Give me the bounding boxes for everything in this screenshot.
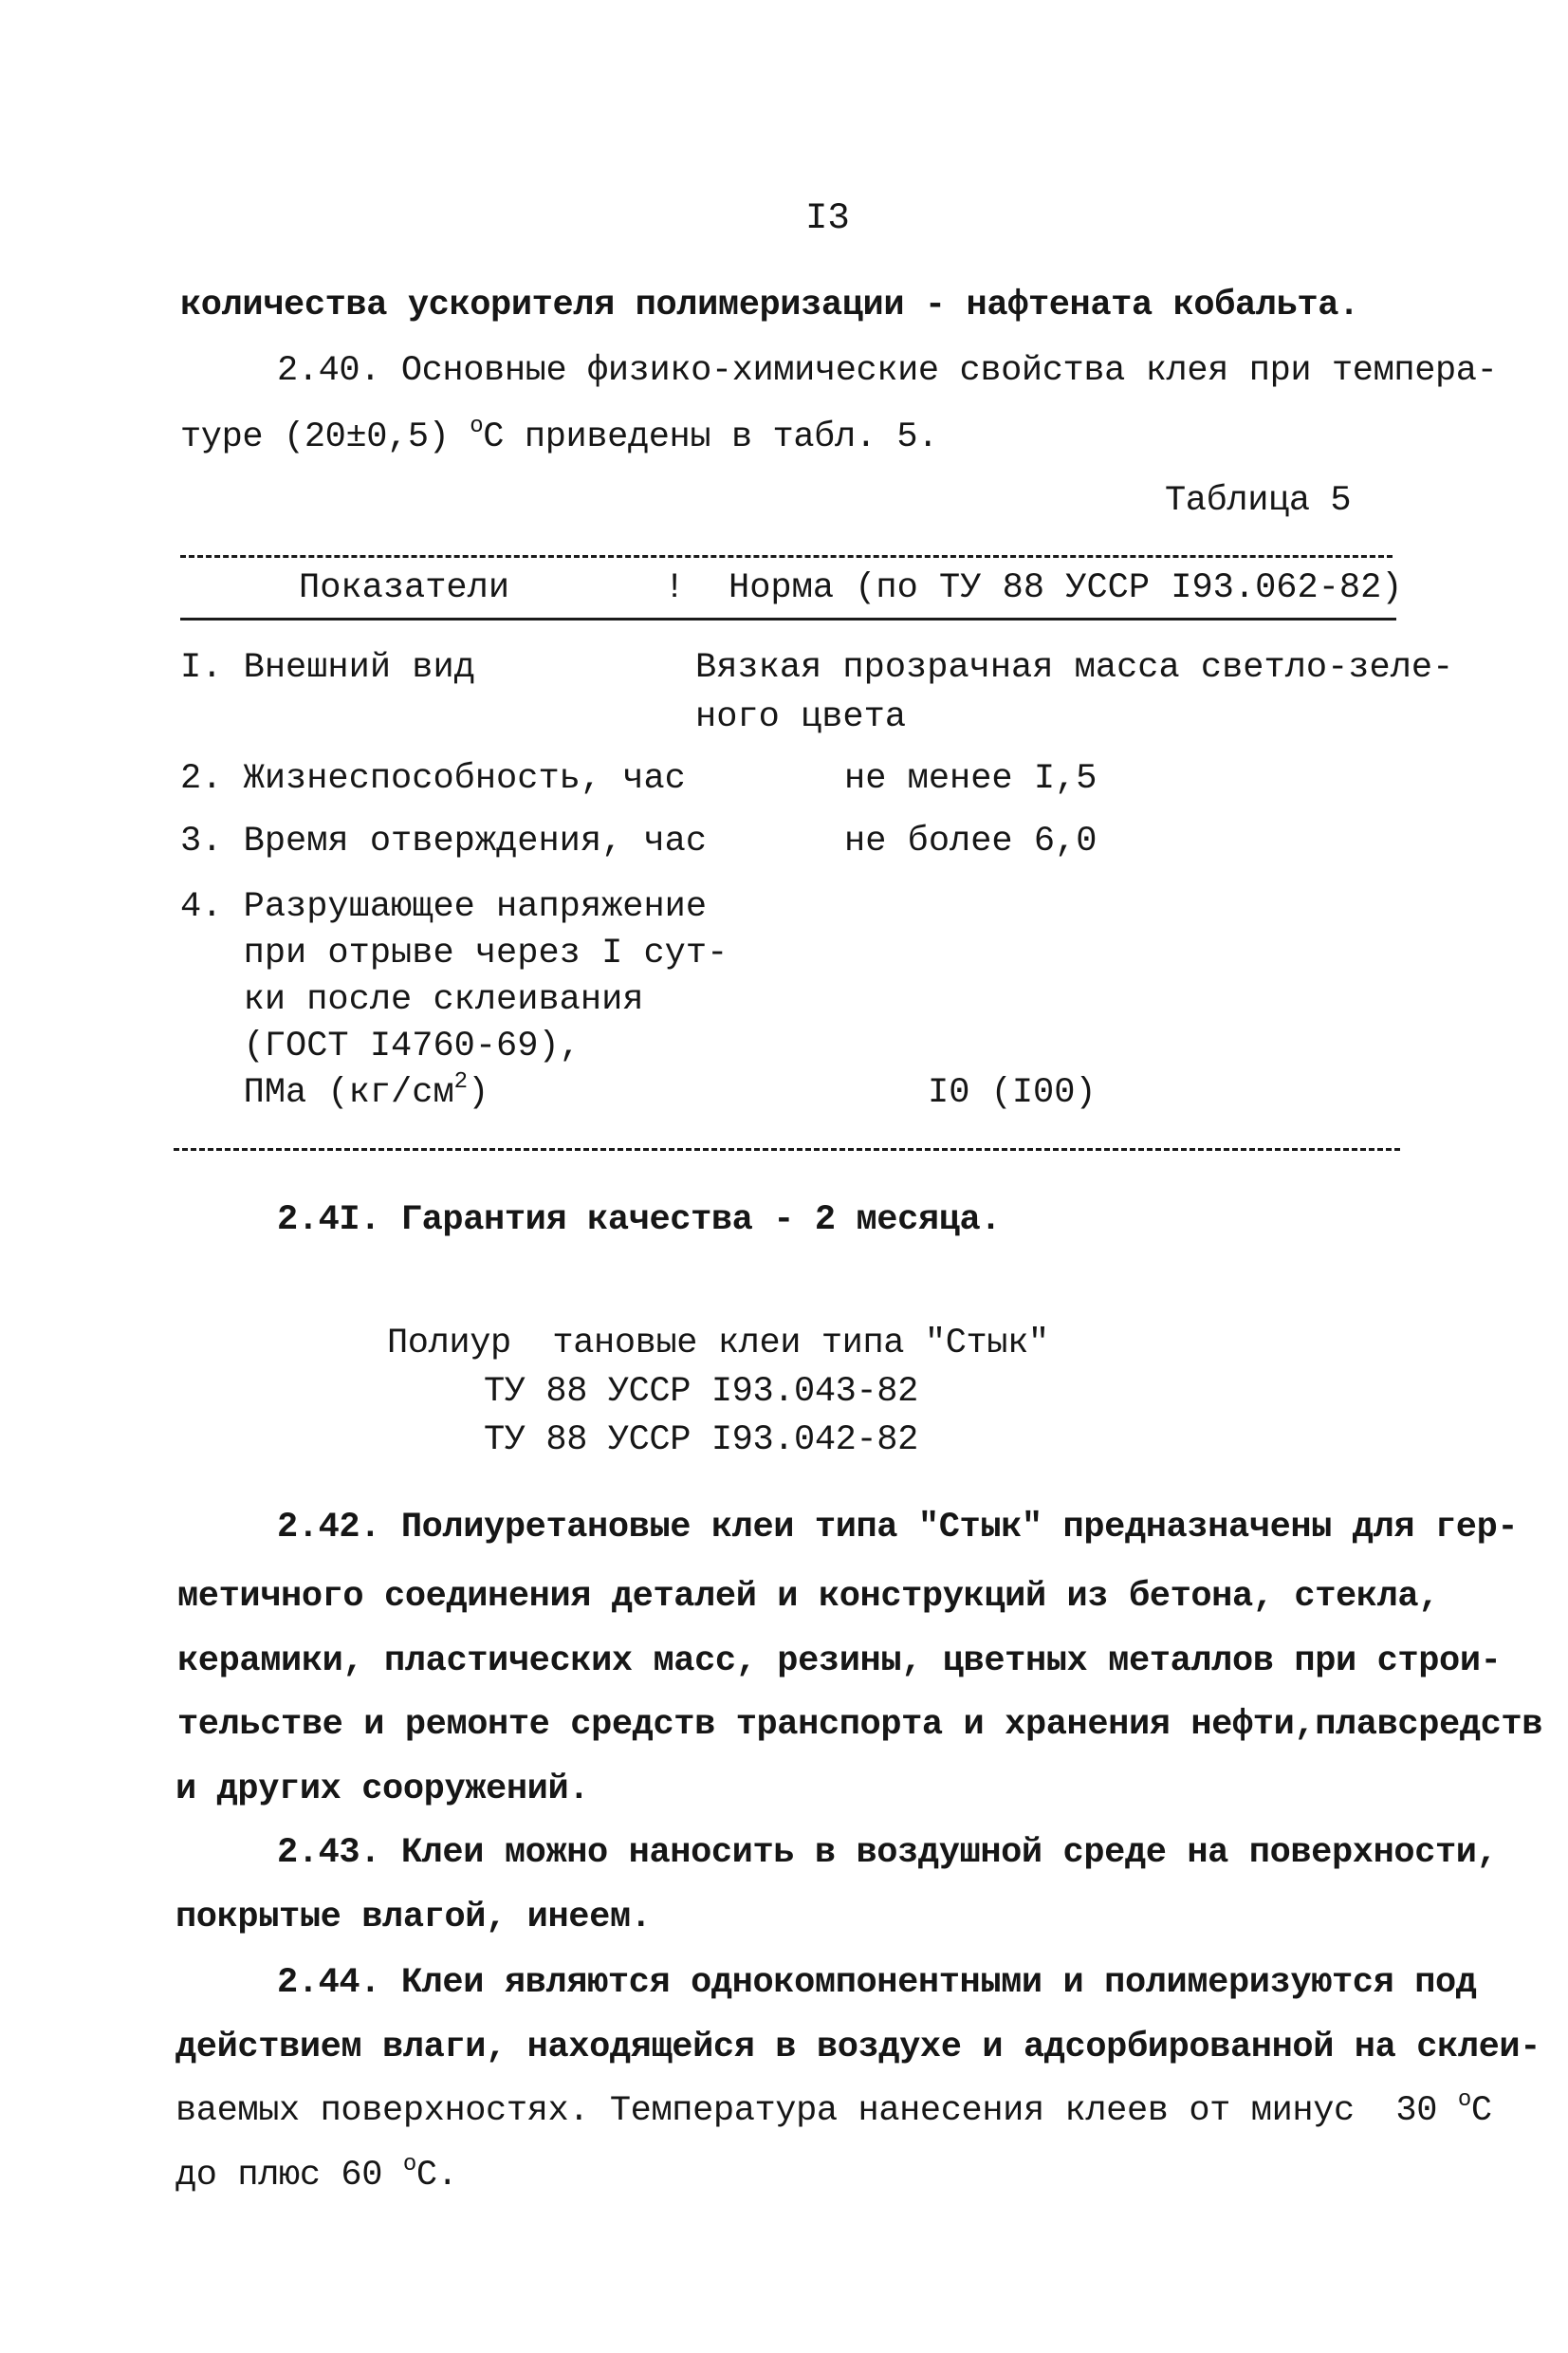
- paragraph-2-41: 2.4I. Гарантия качества - 2 месяца.: [277, 1200, 1002, 1240]
- paragraph-2-42-line4: тельстве и ремонте средств транспорта и хранения нефти,плавсредств: [177, 1705, 1543, 1745]
- table-header-rule: [180, 618, 1396, 621]
- table-top-rule: [180, 555, 1393, 558]
- paragraph-2-43-line1: 2.43. Клеи можно наносить в воздушной среде на поверхности,: [277, 1833, 1498, 1873]
- row-4-name-line4: (ГОСТ I4760-69),: [180, 1027, 581, 1066]
- degree-sign: о: [470, 414, 484, 439]
- row-4-value: I0 (I00): [928, 1073, 1097, 1113]
- table-caption: Таблица 5: [1165, 481, 1352, 521]
- row-1-value-line1: Вязкая прозрачная масса светло-зеле-: [695, 648, 1454, 688]
- row-4-name-line2: при отрыве через I сут-: [180, 934, 729, 973]
- paragraph-2-42-line2: метичного соединения деталей и конструкций из бетона, стекла,: [177, 1577, 1440, 1617]
- paragraph-2-44-line1: 2.44. Клеи являются однокомпонентными и полимеризуются под: [277, 1963, 1477, 2003]
- degree-sign: о: [1457, 2087, 1471, 2113]
- plus-minus-sign: ±: [345, 417, 367, 457]
- table-bottom-rule: [174, 1148, 1400, 1151]
- row-1-name: I. Внешний вид: [180, 648, 475, 688]
- section-heading-title: Полиур тановые клеи типа "Стык": [387, 1324, 1049, 1363]
- row-2-name: 2. Жизнеспособность, час: [180, 759, 686, 799]
- table-header-norm: Норма (по ТУ 88 УССР I93.062-82): [729, 568, 1403, 608]
- section-heading-spec-2: ТУ 88 УССР I93.042-82: [484, 1420, 918, 1460]
- table-header-indicators: Показатели: [299, 568, 510, 608]
- table-header-separator: !: [664, 568, 686, 608]
- paragraph-2-43-line2: покрытые влагой, инеем.: [175, 1898, 652, 1937]
- degree-sign: о: [402, 2152, 416, 2177]
- paragraph-2-44-line4: до плюс 60 $^о$С.: [175, 2152, 458, 2196]
- row-3-value: не более 6,0: [844, 822, 1098, 862]
- paragraph-2-42-line3: керамики, пластических масс, резины, цветных металлов при строи-: [177, 1641, 1502, 1681]
- section-heading-spec-1: ТУ 88 УССР I93.043-82: [484, 1372, 918, 1412]
- paragraph-2-42-line5: и других сооружений.: [175, 1769, 590, 1809]
- row-4-name-line1: 4. Разрушающее напряжение: [180, 887, 708, 927]
- row-4-name-line3: ки после склеивания: [180, 980, 644, 1020]
- row-2-value: не менее I,5: [844, 759, 1098, 799]
- paragraph-intro: количества ускорителя полимеризации - нафтената кобальта.: [180, 286, 1359, 325]
- paragraph-2-40-line1: 2.40. Основные физико-химические свойства клея при темпера-: [277, 351, 1498, 391]
- paragraph-2-44-line2: действием влаги, находящейся в воздухе и адсорбированной на склеи-: [175, 2028, 1541, 2067]
- paragraph-2-42-line1: 2.42. Полиуретановые клеи типа "Стык" предназначены для гер-: [277, 1508, 1519, 1547]
- row-1-value-line2: ного цвета: [695, 697, 907, 737]
- row-4-name-line5: ПМа $(кг/см^2)$: [180, 1069, 489, 1113]
- paragraph-2-40-line2: туре (20±0,5) $^о$С приведены в табл. 5.: [180, 414, 938, 457]
- paragraph-2-44-line3: ваемых поверхностях. Температура нанесения клеев от минус 30 $^о$С: [175, 2087, 1492, 2131]
- page-number: I3: [805, 197, 850, 239]
- squared-superscript: 2: [453, 1069, 469, 1095]
- row-3-name: 3. Время отверждения, час: [180, 822, 708, 862]
